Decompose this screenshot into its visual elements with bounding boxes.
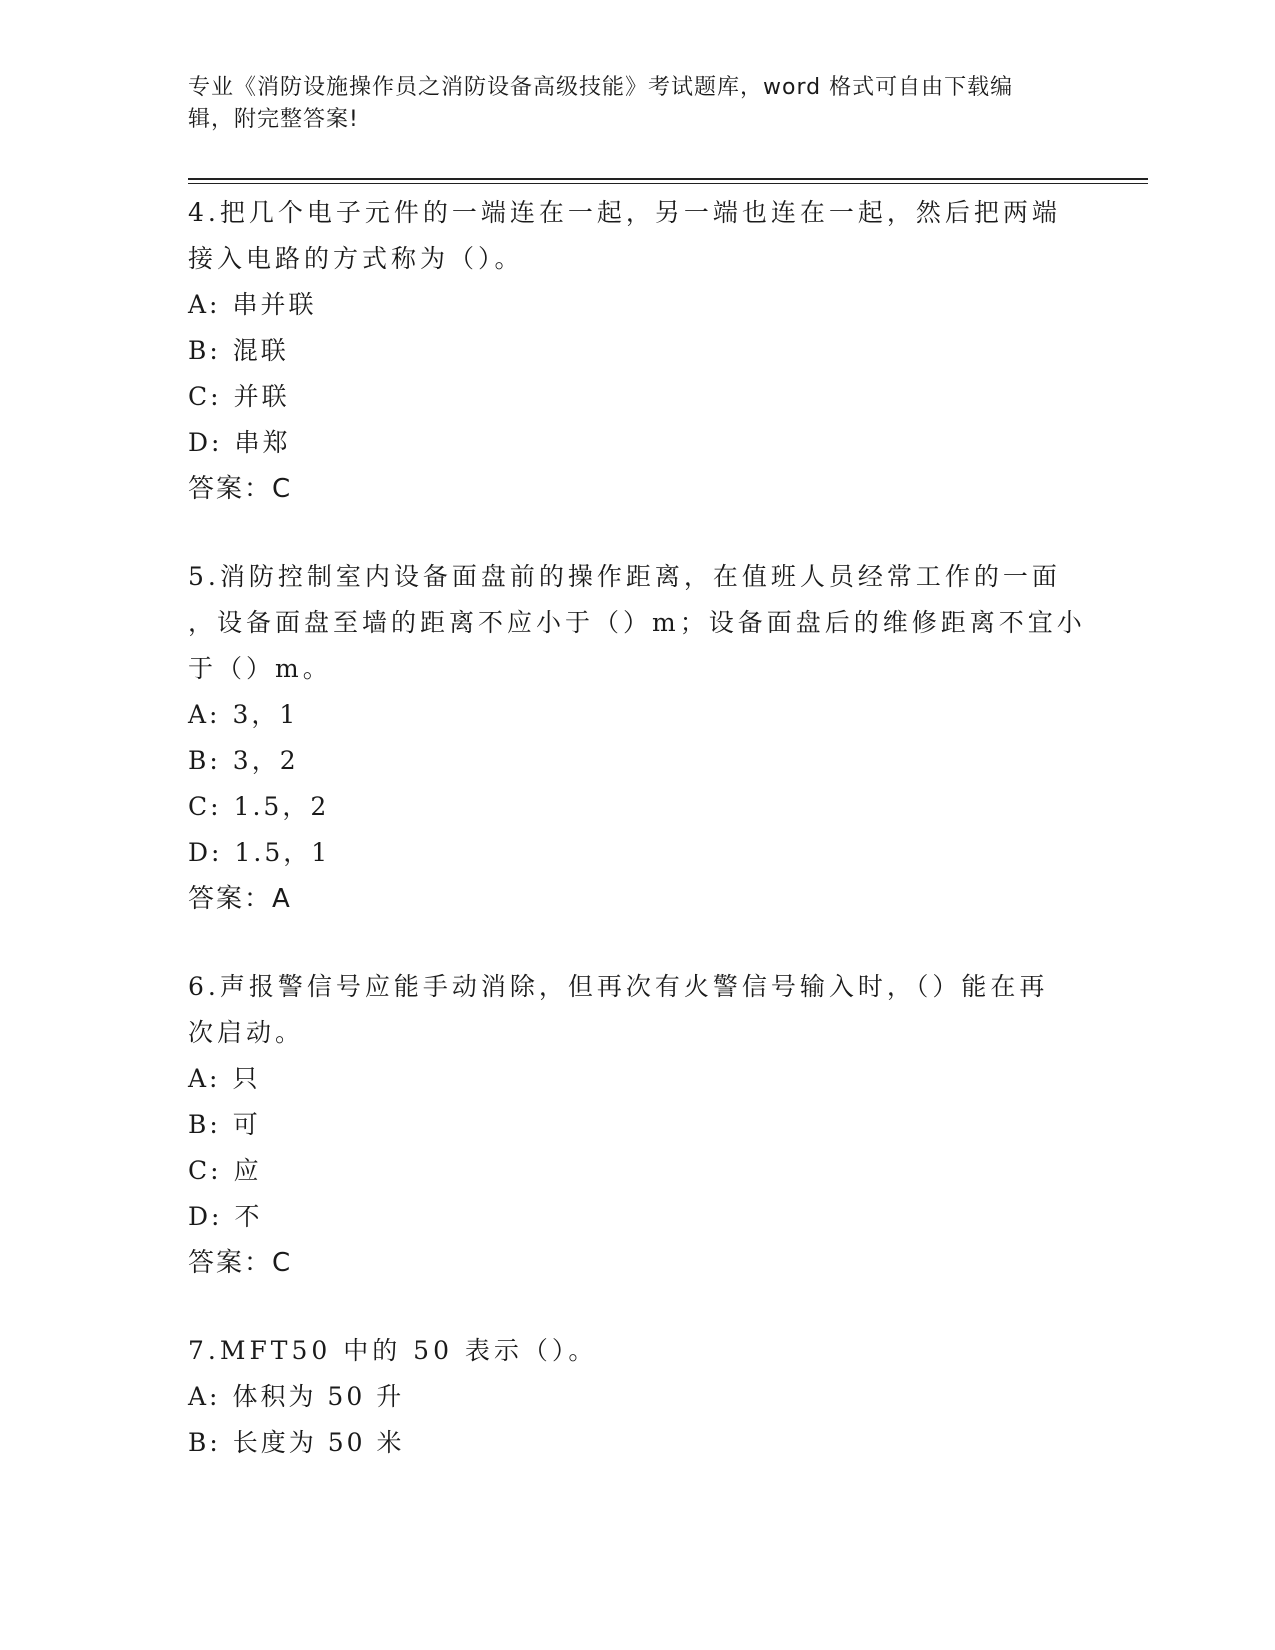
document-header — [188, 72, 1068, 136]
option-d — [188, 1194, 1088, 1240]
question-text: ，设备面盘至墙的距离不应小于（）m；设备面盘后的维修距离不宜小 — [188, 608, 1086, 637]
option-key: A: — [188, 700, 221, 729]
option-b — [188, 738, 1088, 784]
option-key: B: — [188, 1428, 221, 1457]
option-key: D: — [188, 1202, 223, 1231]
question-text: 6.声报警信号应能手动消除，但再次有火警信号输入时，（）能在再 — [188, 972, 1049, 1001]
option-key: D: — [188, 428, 223, 457]
question-text: 4.把几个电子元件的一端连在一起，另一端也连在一起，然后把两端 — [188, 198, 1061, 227]
answer: 答案：A — [188, 884, 292, 914]
option-text: 并联 — [233, 382, 290, 411]
option-text: 3，1 — [232, 700, 299, 729]
option-c — [188, 374, 1088, 420]
option-text: 串并联 — [232, 290, 317, 319]
option-c — [188, 1148, 1088, 1194]
option-key: B: — [188, 336, 221, 365]
option-key: A: — [188, 1382, 221, 1411]
option-a — [188, 692, 1088, 738]
question-text: 于（）m。 — [188, 654, 332, 683]
option-text: 1.5，2 — [233, 792, 330, 821]
option-c — [188, 784, 1088, 830]
option-b — [188, 328, 1088, 374]
option-key: D: — [188, 838, 223, 867]
header-line-2: 辑，附完整答案! — [188, 107, 359, 132]
option-key: C: — [188, 792, 222, 821]
option-text: 应 — [233, 1156, 262, 1185]
option-d — [188, 420, 1088, 466]
question-text: 接入电路的方式称为（）。 — [188, 244, 524, 273]
option-key: B: — [188, 746, 221, 775]
question-4 — [188, 190, 1088, 512]
answer: 答案：C — [188, 474, 293, 504]
option-text: 3，2 — [232, 746, 299, 775]
question-text: 5.消防控制室内设备面盘前的操作距离，在值班人员经常工作的一面 — [188, 562, 1061, 591]
header-line-1: 专业《消防设施操作员之消防设备高级技能》考试题库，word 格式可自由下载编 — [188, 75, 1014, 100]
answer: 答案：C — [188, 1248, 293, 1278]
option-key: A: — [188, 1064, 221, 1093]
option-key: A: — [188, 290, 221, 319]
option-text: 可 — [232, 1110, 261, 1139]
option-b — [188, 1420, 1088, 1466]
option-b — [188, 1102, 1088, 1148]
option-text: 只 — [232, 1064, 261, 1093]
option-text: 串郑 — [234, 428, 291, 457]
option-a — [188, 1056, 1088, 1102]
option-key: C: — [188, 382, 222, 411]
option-text: 长度为 50 米 — [232, 1428, 405, 1457]
question-7 — [188, 1328, 1088, 1466]
question-list — [188, 190, 1088, 1508]
option-text: 1.5，1 — [234, 838, 331, 867]
header-divider-thin — [188, 183, 1148, 184]
option-d — [188, 830, 1088, 876]
option-a — [188, 282, 1088, 328]
question-5 — [188, 554, 1088, 922]
option-key: C: — [188, 1156, 222, 1185]
question-6 — [188, 964, 1088, 1286]
option-text: 体积为 50 升 — [232, 1382, 405, 1411]
option-key: B: — [188, 1110, 221, 1139]
option-a — [188, 1374, 1088, 1420]
question-text: 次启动。 — [188, 1018, 305, 1047]
question-text: 7.MFT50 中的 50 表示（）。 — [188, 1336, 598, 1365]
option-text: 不 — [234, 1202, 263, 1231]
option-text: 混联 — [232, 336, 289, 365]
header-divider-thick — [188, 178, 1148, 180]
